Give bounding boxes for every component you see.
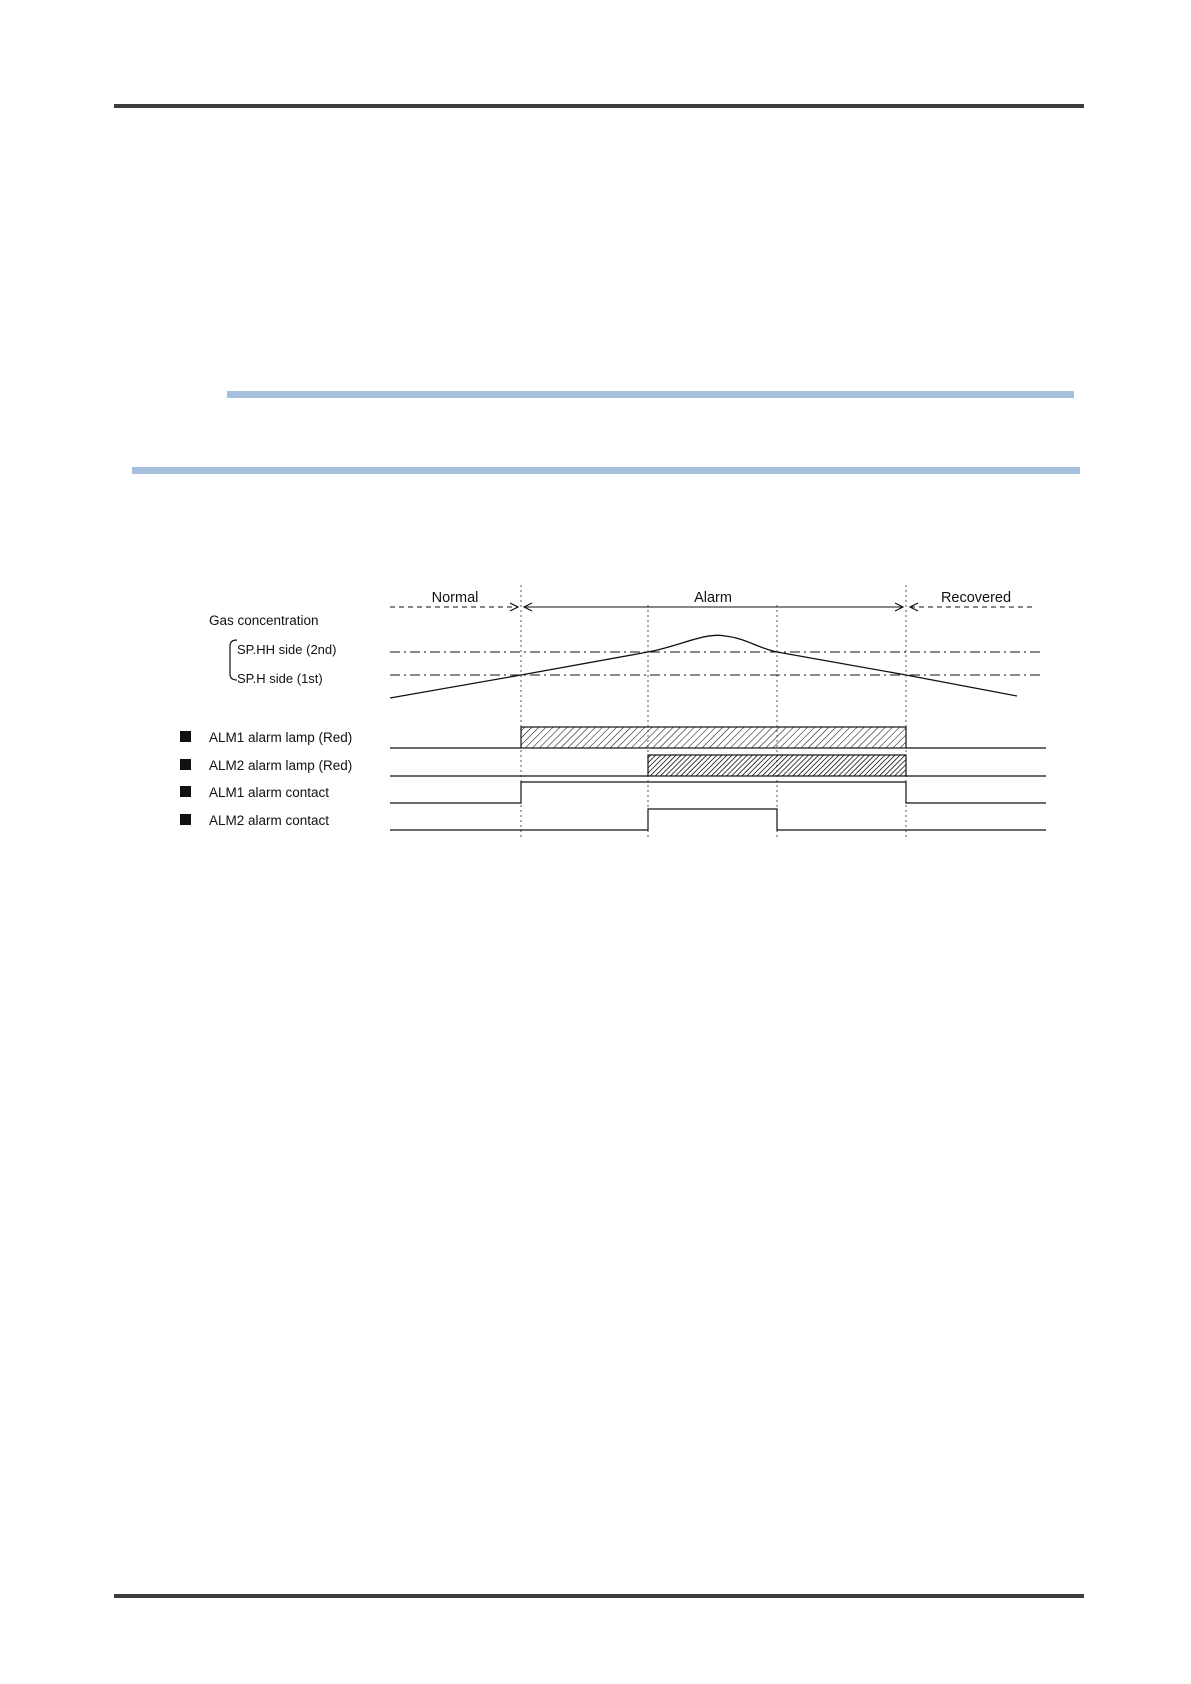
alm2-lamp-on-block [648,755,906,776]
gas-concentration-label: Gas concentration [209,613,319,628]
sp-h-label: SP.H side (1st) [237,671,323,686]
signal-label-alm2-lamp: ALM2 alarm lamp (Red) [209,758,353,773]
section-heading-bar [227,391,1074,398]
event-guide-lines [521,585,906,840]
alm1-contact-waveform [390,782,1046,803]
signal-label-alm2-contact: ALM2 alarm contact [209,813,330,828]
bottom-rule [114,1594,1084,1598]
subsection-heading-bar [132,467,1080,474]
alm1-lamp-on-block [521,727,906,748]
signal-bullets [180,731,191,825]
alm2-contact-waveform [390,809,1046,830]
alm2-lamp-waveform [390,755,1046,776]
phase-label-alarm: Alarm [694,590,732,606]
setpoint-bracket [230,640,237,680]
signal-bullet-alm2-contact [180,814,191,825]
phase-label-recovered: Recovered [940,590,1012,606]
sp-hh-label: SP.HH side (2nd) [237,642,337,657]
signal-bullet-alm2-lamp [180,759,191,770]
gas-concentration-curve [390,635,1017,698]
signal-bullet-alm1-contact [180,786,191,797]
top-rule [114,104,1084,108]
signal-label-alm1-contact: ALM1 alarm contact [209,785,330,800]
signal-label-alm1-lamp: ALM1 alarm lamp (Red) [209,730,353,745]
signal-bullet-alm1-lamp [180,731,191,742]
phase-label-normal: Normal [431,590,479,606]
alm1-lamp-waveform [390,727,1046,748]
